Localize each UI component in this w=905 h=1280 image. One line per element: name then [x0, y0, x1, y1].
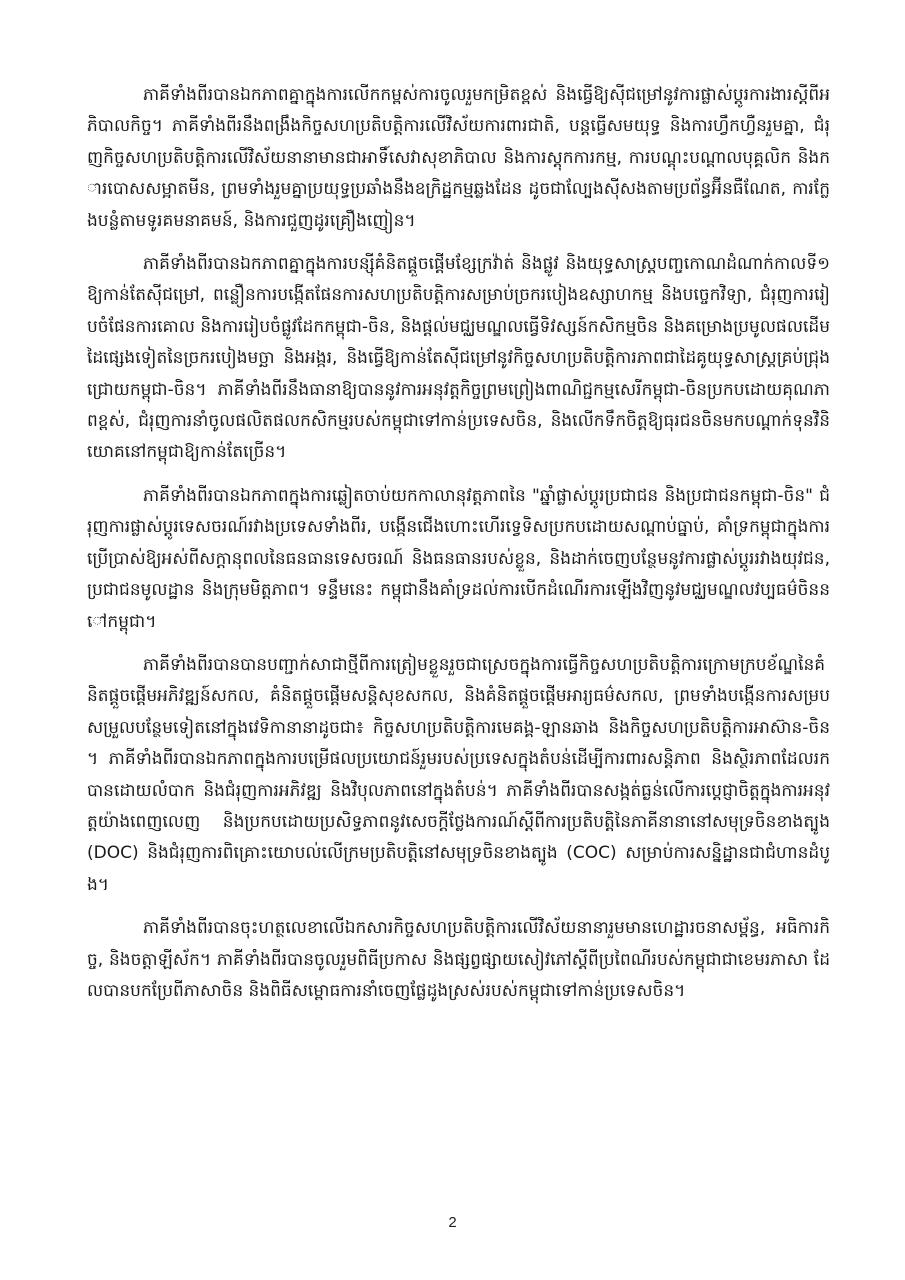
- paragraph-governance-defense: ភាគីទាំងពីរបានឯកភាពគ្នាក្នុងការលើកកម្ពស់ការចូលរួមកម្រិតខ្ពស់ និងធ្វើឱ្យស៊ីជម្រៅនូវការផ្លាស់ប្តូរការងារស្តីពីអភិបាលកិច្ច។ ភាគីទាំងពីរនឹងពង្រឹងកិច្ចសហប្រតិបត្តិការលើវិស័យការពារជាតិ, បន្តធ្វើសមយុទ្ធ និងការហ្វឹកហ្វឺនរួមគ្នា, ជំរុញកិច្ចសហប្រតិបត្តិការលើវិស័យនានាមានជាអាទិ៍សេវាសុខាភិបាល និងការស្តុកការកម្ម, ការបណ្តុះបណ្តាលបុគ្គលិក និងការបោសសម្អាតមីន, ព្រមទាំងរួមគ្នាប្រយុទ្ធប្រឆាំងនឹងឧក្រិដ្ឋកម្មឆ្លងដែន ដូចជាល្បែងស៊ីសងតាមប្រព័ន្ធអ៊ីនធឺណែត, ការក្លែងបន្លំតាមទូរគមនាគមន៍, និងការជួញដូរគ្រឿងញៀន។: [87, 85, 830, 231]
- paragraph-people-exchange-tourism: ភាគីទាំងពីរបានឯកភាពក្នុងការឆ្លៀតចាប់យកកាលានុវត្តភាពនៃ "ឆ្នាំផ្លាស់ប្តូរប្រជាជន និងប្រជាជនកម្ពុជា-ចិន" ជំរុញការផ្លាស់ប្តូរទេសចរណ៍រវាងប្រទេសទាំងពីរ, បង្កើនជើងហោះហើរទេ្វទិសប្រកបដោយសណ្តាប់ធ្នាប់, គាំទ្រកម្ពុជាក្នុងការប្រើប្រាស់ឱ្យអស់ពីសក្តានុពលនៃធនធានទេសចរណ៍ និងធនធានរបស់ខ្លួន, និងដាក់ចេញបន្ថែមនូវការផ្លាស់ប្តូររវាងយុវជន, ប្រជាជនមូលដ្ឋាន និងក្រុមមិត្តភាព។ ទន្ទឹមនេះ កម្ពុជានឹងគាំទ្រដល់ការបើកដំណើរការឡើងវិញនូវមជ្ឈមណ្ឌលវប្បធម៌ចិននៅកម្ពុជា។: [87, 485, 830, 632]
- paragraph-belt-and-road-trade: ភាគីទាំងពីរបានឯកភាពគ្នាក្នុងការបន្សុីគំនិតផ្តួចផ្តើមខ្សែក្រវ៉ាត់ និងផ្លូវ និងយុទ្ធសាស្ត្របញ្ចកោណដំណាក់កាលទី១ ឱ្យកាន់តែស៊ីជម្រៅ, ពន្លឿនការបង្កើតផែនការសហប្រតិបត្តិការសម្រាប់ច្រករបៀងឧស្សាហកម្ម និងបច្ចេកវិទ្យា, ជំរុញការរៀបចំផែនការគោល និងការរៀបចំផ្លូវដែកកម្ពុជា-ចិន, និងផ្តល់មជ្ឈមណ្ឌលធ្វើទិវស្សន៍កសិកម្មចិន និងគម្រោងប្រមូលផលដើមដៃផ្សេងទៀតនៃច្រករបៀងមច្ឆា និងអង្ករ, និងធ្វើឱ្យកាន់តែស៊ីជម្រៅនូវកិច្ចសហប្រតិបត្តិការភាពជាដៃគូយុទ្ធសាស្ត្រគ្រប់ជ្រុងជ្រោយកម្ពុជា-ចិន។ ភាគីទាំងពីរនឹងធានាឱ្យបាននូវការអនុវត្តកិច្ចព្រមព្រៀងពាណិជ្ជកម្មសេរីកម្ពុជា-ចិនប្រកបដោយគុណភាពខ្ពស់, ជំរុញការនាំចូលផលិតផលកសិកម្មរបស់កម្ពុជាទៅកាន់ប្រទេសចិន, និងលើកទឹកចិត្តឱ្យធុរជនចិនមកបណ្តាក់ទុនវិនិយោគនៅកម្ពុជាឱ្យកាន់តែច្រើន។: [87, 254, 830, 463]
- page-number: 2: [448, 1214, 457, 1231]
- paragraph-global-initiatives-regional: ភាគីទាំងពីរបានបានបញ្ជាក់សាជាថ្មីពីការត្រៀមខ្លួនរួចជាស្រេចក្នុងការធ្វើកិច្ចសហប្រតិបត្តិការក្រោមក្របខ័ណ្ឌនៃគំនិតផ្តួចផ្តើមអភិវឌ្ឍន៍សកល, គំនិតផ្តួចផ្តើមសន្តិសុខសកល, និងគំនិតផ្តួចផ្តើមអារ្យធម៌សកល, ព្រមទាំងបង្កើនការសម្របសម្រួលបន្ថែមទៀតនៅក្នុងវេទិកានានាដូចជា៖ កិច្ចសហប្រតិបត្តិការមេគង្គ-ឡានឆាង និងកិច្ចសហប្រតិបត្តិការអាស៊ាន-ចិន។ ភាគីទាំងពីរបានឯកភាពក្នុងការបម្រើផលប្រយោជន៍រួមរបស់ប្រទេសក្នុងតំបន់ដើម្បីការពារសន្តិភាព និងស្ថិរភាពដែលរកបានដោយលំបាក និងជំរុញការអភិវឌ្ឍ និងវិបុលភាពនៅក្នុងតំបន់។ ភាគីទាំងពីរបានសង្កត់ធ្ងន់លើការប្តេជ្ញាចិត្តក្នុងការអនុវត្តយ៉ាងពេញលេញ និងប្រកបដោយប្រសិទ្ធភាពនូវសេចក្តីថ្លែងការណ៍ស្តីពីការប្រតិបត្តិនៃភាគីនានានៅសមុទ្រចិនខាងត្បូង (DOC) និងជំរុញការពិគ្រោះយោបល់លើក្រមប្រតិបត្តិនៅសមុទ្រចិនខាងត្បូង (COC) សម្រាប់ការសន្និដ្ឋានជាជំហានដំបូង។: [87, 654, 830, 895]
- document-body: [87, 80, 830, 1019]
- paragraph-signed-documents: ភាគីទាំងពីរបានចុះហត្ថលេខាលើឯកសារកិច្ចសហប្រតិបត្តិការលើវិស័យនានារួមមានហេដ្ឋារចនាសម្ព័ន្ធ, អធិការកិច្ច, និងចត្តាឡីស័ក។ ភាគីទាំងពីរបានចូលរួមពិធីប្រកាស និងផ្សព្វផ្សាយសៀវភៅស្តីពីប្រពៃណីរបស់កម្ពុជាជាខេមរភាសា ដែលបានបកប្រែពីភាសាចិន និងពិធីសម្ពោធការនាំចេញផ្លែដូងស្រស់របស់កម្ពុជាទៅកាន់ប្រទេសចិន។: [87, 918, 830, 1001]
